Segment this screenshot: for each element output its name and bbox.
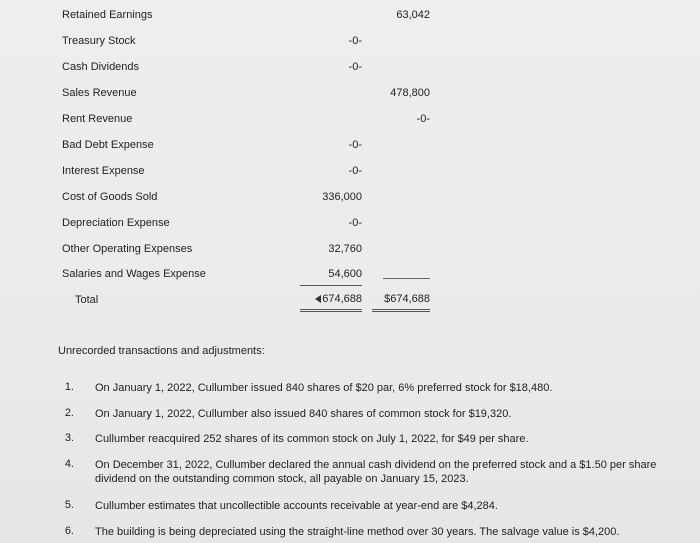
item-number: 5. xyxy=(64,499,74,511)
account-row xyxy=(0,238,700,260)
section-title: Unrecorded transactions and adjustments: xyxy=(58,345,265,357)
item-text: On December 31, 2022, Cullumber declared the annual cash dividend on the preferred stock and a $1.50 per share dividend on the outstanding common stock, all payable on January 15, 2023. xyxy=(95,459,657,485)
account-name: Retained Earnings xyxy=(62,9,153,21)
credit-amount: 478,800 xyxy=(390,87,430,99)
account-name: Interest Expense xyxy=(62,165,145,177)
account-name: Depreciation Expense xyxy=(62,217,170,229)
account-name: Other Operating Expenses xyxy=(62,243,193,255)
account-row xyxy=(0,186,700,208)
item-text: The building is being depreciated using the straight-line method over 30 years. The salvage value is $4,200. xyxy=(95,526,620,538)
debit-amount: 336,000 xyxy=(322,191,362,203)
account-row xyxy=(0,56,700,78)
account-name: Cash Dividends xyxy=(62,61,140,73)
credit-amount: 63,042 xyxy=(396,9,430,21)
account-row xyxy=(0,108,700,130)
credit-underline xyxy=(383,278,430,279)
item-number: 6. xyxy=(64,525,74,537)
item-number: 2. xyxy=(64,407,74,419)
item-text: Cullumber estimates that uncollectible accounts receivable at year-end are $4,284. xyxy=(95,500,498,512)
account-name: Salaries and Wages Expense xyxy=(62,268,206,280)
item-text: Cullumber reacquired 252 shares of its common stock on July 1, 2022, for $49 per share. xyxy=(95,433,529,445)
debit-amount: -0- xyxy=(348,217,362,229)
account-row xyxy=(0,212,700,234)
mouse-cursor-icon xyxy=(315,295,321,303)
account-name: Cost of Goods Sold xyxy=(62,191,158,203)
credit-amount: -0- xyxy=(416,113,430,125)
total-debit xyxy=(300,289,362,312)
debit-amount: 54,600 xyxy=(300,263,362,286)
account-name: Treasury Stock xyxy=(62,35,136,47)
debit-amount: -0- xyxy=(348,139,362,151)
account-row xyxy=(0,82,700,104)
total-credit: $674,688 xyxy=(372,289,430,312)
total-label: Total xyxy=(75,294,99,306)
account-name: Rent Revenue xyxy=(62,113,133,125)
item-number: 1. xyxy=(64,381,74,393)
account-row xyxy=(0,4,700,26)
debit-amount: -0- xyxy=(348,165,362,177)
account-row xyxy=(0,160,700,182)
account-row xyxy=(0,134,700,156)
account-name: Sales Revenue xyxy=(62,87,137,99)
account-name: Bad Debt Expense xyxy=(62,139,154,151)
account-row xyxy=(0,263,700,285)
debit-amount: -0- xyxy=(348,35,362,47)
item-number: 3. xyxy=(64,432,74,444)
debit-amount: 32,760 xyxy=(328,243,362,255)
item-text: On January 1, 2022, Cullumber issued 840 shares of $20 par, 6% preferred stock for $18,480. xyxy=(95,382,553,394)
item-text: On January 1, 2022, Cullumber also issued 840 shares of common stock for $19,320. xyxy=(95,408,512,420)
item-number: 4. xyxy=(64,458,74,470)
total-row xyxy=(0,289,700,311)
debit-amount: -0- xyxy=(348,61,362,73)
total-debit-value: 674,688 xyxy=(322,293,362,305)
account-row xyxy=(0,30,700,52)
